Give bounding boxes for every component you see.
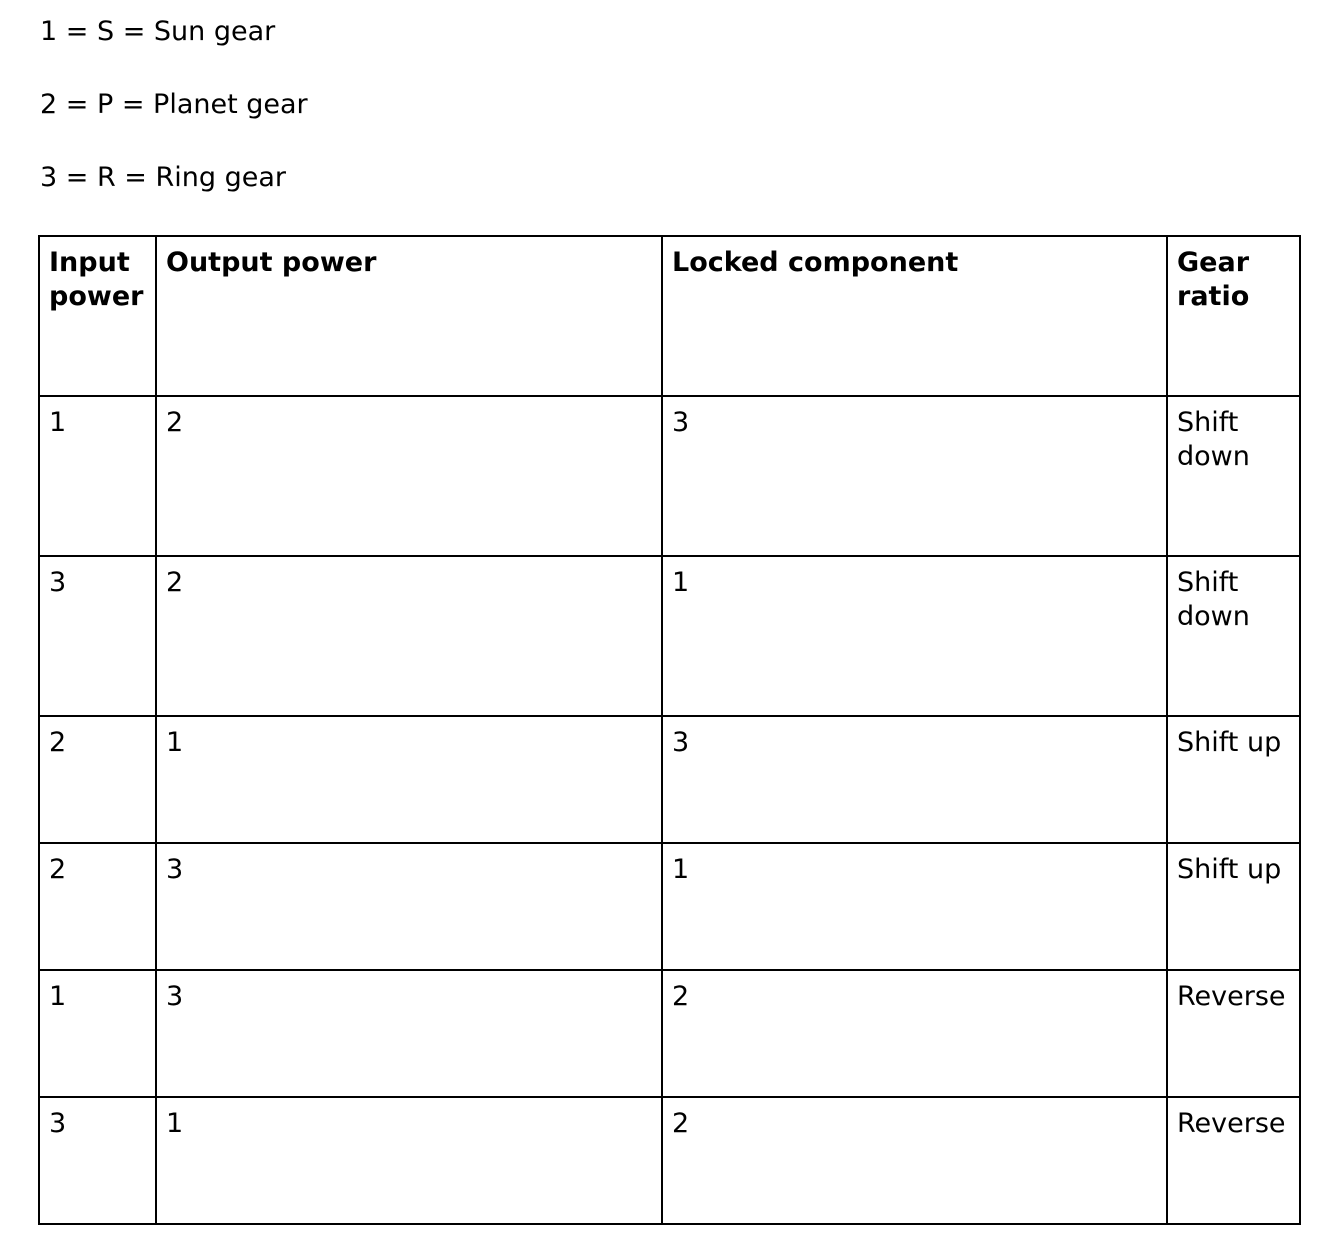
- header-locked-component: Locked component: [662, 236, 1167, 396]
- gear-legend: [40, 14, 308, 233]
- legend-sun-gear: 1 = S = Sun gear: [40, 16, 276, 47]
- table-row: [39, 970, 1300, 1097]
- header-input-power: Input power: [39, 236, 156, 396]
- legend-ring-gear: 3 = R = Ring gear: [40, 162, 287, 193]
- cell-gear-ratio: Shift up: [1167, 716, 1300, 843]
- table-header-row: [39, 236, 1300, 396]
- cell-gear-ratio: Shift down: [1167, 556, 1300, 716]
- cell-gear-ratio: Shift up: [1167, 843, 1300, 970]
- cell-gear-ratio: Reverse: [1167, 970, 1300, 1097]
- cell-input-power: 1: [39, 970, 156, 1097]
- cell-input-power: 3: [39, 556, 156, 716]
- cell-input-power: 3: [39, 1097, 156, 1224]
- cell-locked-component: 1: [662, 556, 1167, 716]
- cell-output-power: 1: [156, 1097, 662, 1224]
- table-row: [39, 716, 1300, 843]
- header-gear-ratio: Gear ratio: [1167, 236, 1300, 396]
- cell-locked-component: 2: [662, 970, 1167, 1097]
- cell-gear-ratio: Shift down: [1167, 396, 1300, 556]
- table-row: [39, 556, 1300, 716]
- table-row: [39, 1097, 1300, 1224]
- gear-ratio-table: [38, 235, 1301, 1225]
- table-row: [39, 843, 1300, 970]
- legend-planet-gear: 2 = P = Planet gear: [40, 89, 308, 120]
- cell-locked-component: 1: [662, 843, 1167, 970]
- cell-gear-ratio: Reverse: [1167, 1097, 1300, 1224]
- cell-output-power: 2: [156, 556, 662, 716]
- cell-input-power: 1: [39, 396, 156, 556]
- header-output-power: Output power: [156, 236, 662, 396]
- cell-input-power: 2: [39, 716, 156, 843]
- table-row: [39, 396, 1300, 556]
- cell-output-power: 3: [156, 970, 662, 1097]
- cell-locked-component: 3: [662, 396, 1167, 556]
- cell-locked-component: 3: [662, 716, 1167, 843]
- cell-locked-component: 2: [662, 1097, 1167, 1224]
- cell-output-power: 2: [156, 396, 662, 556]
- cell-input-power: 2: [39, 843, 156, 970]
- cell-output-power: 3: [156, 843, 662, 970]
- cell-output-power: 1: [156, 716, 662, 843]
